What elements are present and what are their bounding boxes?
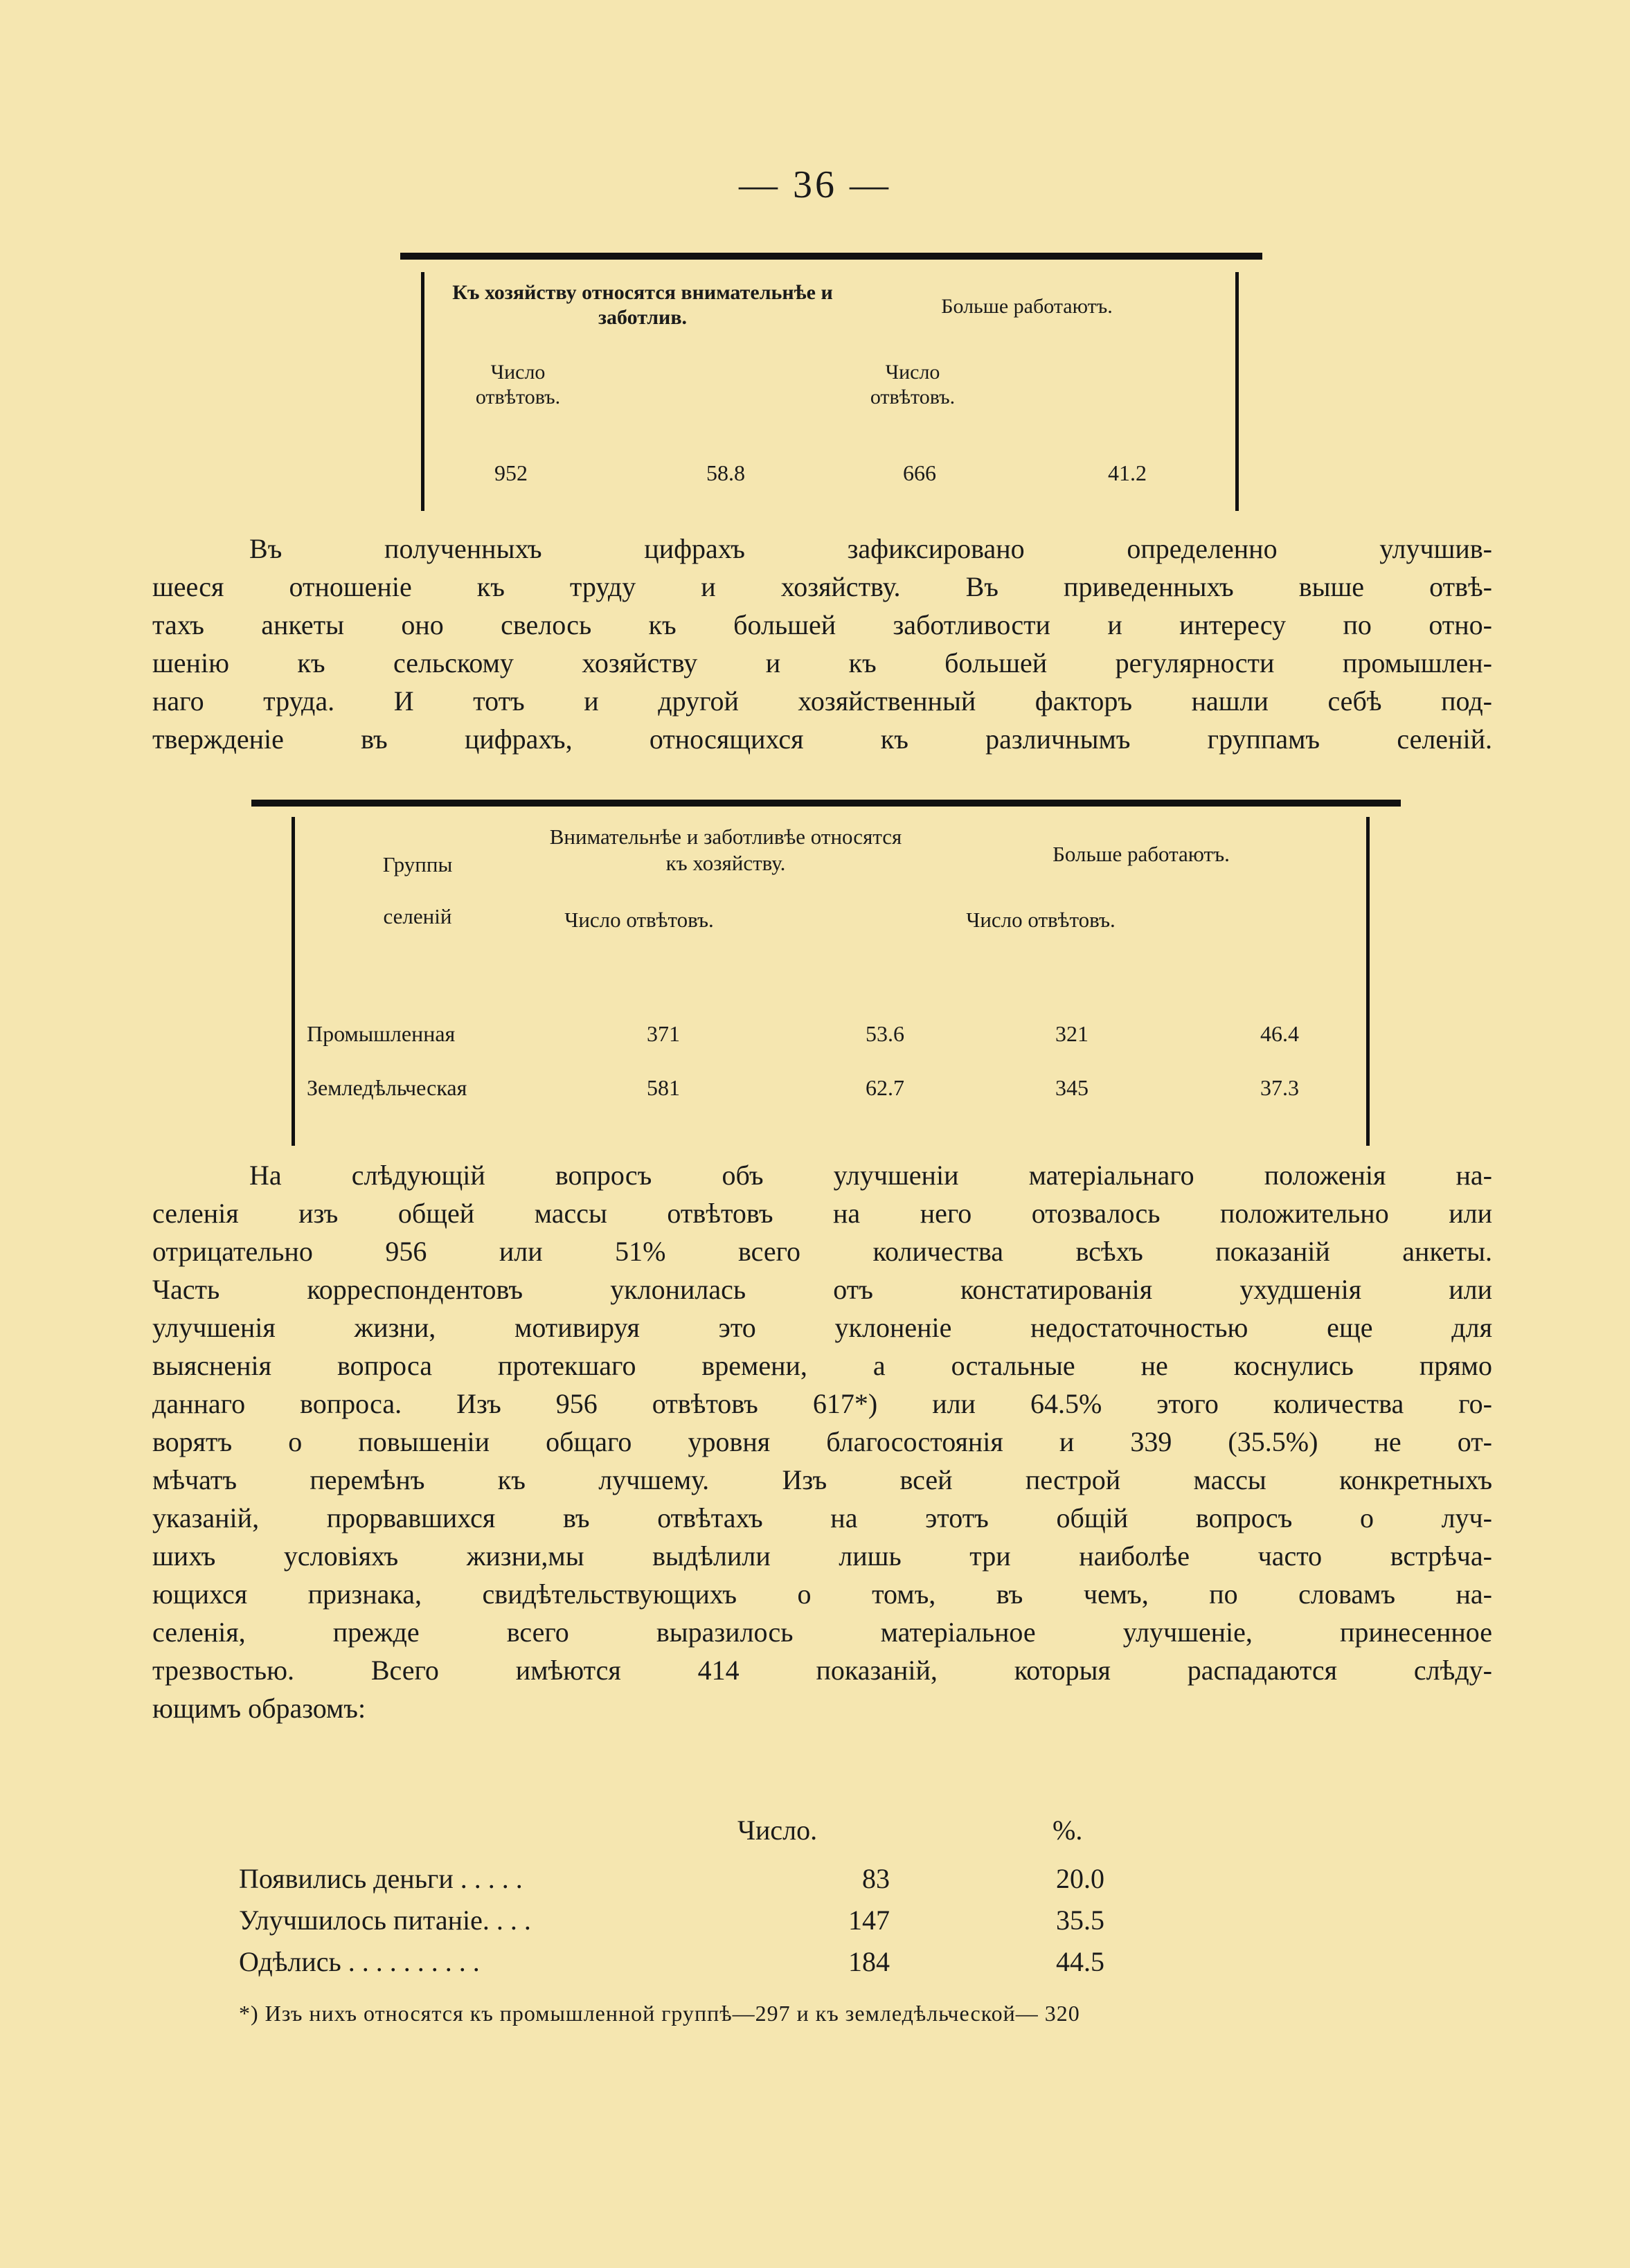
list-item-percent: 20.0 [1056,1863,1104,1894]
table-cell: 58.8 [706,460,745,485]
paragraph-line: трезвостью. Всего имѣются 414 показаній, которыя распадаются слѣду- [152,1655,1492,1686]
paragraph-line: указаній, прорвавшихся въ отвѣтахъ на этотъ общій вопросъ о луч- [152,1502,1492,1533]
table-top-rule [400,253,1262,260]
paragraph-line: улучшенія жизни, мотивируя это уклоненіе недостаточностью еще для [152,1312,1492,1343]
footnote: *) Изъ нихъ относятся къ промышленной группѣ—297 и къ земледѣльческой— 320 [239,2001,1080,2026]
list-item-label: Улучшилось питаніе. . . . [239,1905,531,1936]
table-top-rule [251,800,1401,807]
table-right-border [1235,272,1239,511]
paragraph-line: твержденіе въ цифрахъ, относящихся къ различнымъ группамъ селеній. [152,723,1492,755]
paragraph-1 [152,530,1492,758]
table-cell: 581 [647,1075,680,1100]
table-subheader-count: Число отвѣтовъ. [966,908,1116,932]
paragraph-line: наго труда. И тотъ и другой хозяйственный факторъ нашли себѣ под- [152,685,1492,717]
paragraph-line: тахъ анкеты оно свелось къ большей заботливости и интересу по отно- [152,609,1492,640]
paragraph-line: шихъ условіяхъ жизни,мы выдѣлили лишь три наиболѣе часто встрѣча- [152,1540,1492,1572]
table-header-settlements: селеній [383,904,452,928]
list-item-count: 147 [848,1905,890,1936]
table-right-border [1366,817,1370,1146]
list-item [239,1862,1139,1900]
table-cell: 46.4 [1260,1021,1299,1046]
table-subheader-count: Число отвѣтовъ. [870,361,956,408]
table-subheader-count: Число отвѣтовъ. [564,908,714,932]
table-left-border [292,817,295,1146]
table-cell: 952 [494,460,528,485]
paragraph-line: селенія изъ общей массы отвѣтовъ на него отозвалось положительно или [152,1198,1492,1229]
paragraph-line: ющихся признака, свидѣтельствующихъ о томъ, въ чемъ, по словамъ на- [152,1578,1492,1610]
table-cell: 37.3 [1260,1075,1299,1100]
table-header-care: Внимательнѣе и заботливѣе относятся къ хозяйству. [549,825,902,875]
paragraph-line: даннаго вопроса. Изъ 956 отвѣтовъ 617*) или 64.5% этого количества го- [152,1388,1492,1419]
paragraph-line: шееся отношеніе къ труду и хозяйству. Въ приведенныхъ выше отвѣ- [152,571,1492,602]
table-cell: 321 [1055,1021,1089,1046]
paragraph-line: Въ полученныхъ цифрахъ зафиксировано определенно улучшив- [249,533,1492,564]
page-number: — 36 — [739,163,891,206]
table-attitude [400,253,1262,512]
list-item-count: 83 [862,1863,890,1894]
table-cell: 345 [1055,1075,1089,1100]
paragraph-line: селенія, прежде всего выразилось матеріальное улучшеніе, принесенное [152,1617,1492,1648]
list-item-percent: 35.5 [1056,1905,1104,1936]
table-cell: 62.7 [866,1075,904,1100]
list-item [239,1904,1139,1942]
table-cell: 371 [647,1021,680,1046]
row-name: Земледѣльческая [307,1075,467,1100]
paragraph-line: ворятъ о повышеніи общаго уровня благосостоянія и 339 (35.5%) не от- [152,1426,1492,1457]
table-subheader-count: Число отвѣтовъ. [475,361,561,408]
table-header-groups: Группы [382,852,453,876]
table-header-care: Къ хозяйству относятся внимательнѣе и заботлив. [452,281,833,329]
paragraph-line: выясненія вопроса протекшаго времени, а остальные не коснулись прямо [152,1350,1492,1381]
list-item-count: 184 [848,1946,890,1977]
row-name: Промышленная [307,1021,456,1046]
list-item-label: Появились деньги . . . . . [239,1863,523,1894]
paragraph-line: На слѣдующій вопросъ объ улучшеніи матеріальнаго положенія на- [249,1160,1492,1191]
paragraph-line: мѣчатъ перемѣнъ къ лучшему. Изъ всей пестрой массы конкретныхъ [152,1464,1492,1495]
paragraph-line: Часть корреспондентовъ уклонилась отъ констатированія ухудшенія или [152,1274,1492,1305]
list-header [239,1814,1139,1848]
table-row [307,1021,1359,1049]
list-item-label: Одѣлись . . . . . . . . . . [239,1946,480,1977]
list-item [239,1945,1139,1983]
paragraph-2 [152,1156,1492,1727]
paragraph-line: шенію къ сельскому хозяйству и къ большей регулярности промышлен- [152,647,1492,678]
paragraph-line: ющимъ образомъ: [152,1693,366,1724]
table-header-work: Больше работаютъ. [1053,842,1230,866]
table-cell: 666 [903,460,936,485]
list-header-count: Число. [737,1815,818,1846]
paragraph-line: отрицательно 956 или 51% всего количества всѣхъ показаній анкеты. [152,1236,1492,1267]
table-cell: 41.2 [1108,460,1147,485]
table-groups [251,800,1401,1146]
list-item-percent: 44.5 [1056,1946,1104,1977]
table-row [307,1075,1359,1103]
list-header-percent: %. [1053,1815,1083,1846]
table-cell: 53.6 [866,1021,904,1046]
table-header-work: Больше работаютъ. [941,295,1113,318]
table-left-border [421,272,424,511]
